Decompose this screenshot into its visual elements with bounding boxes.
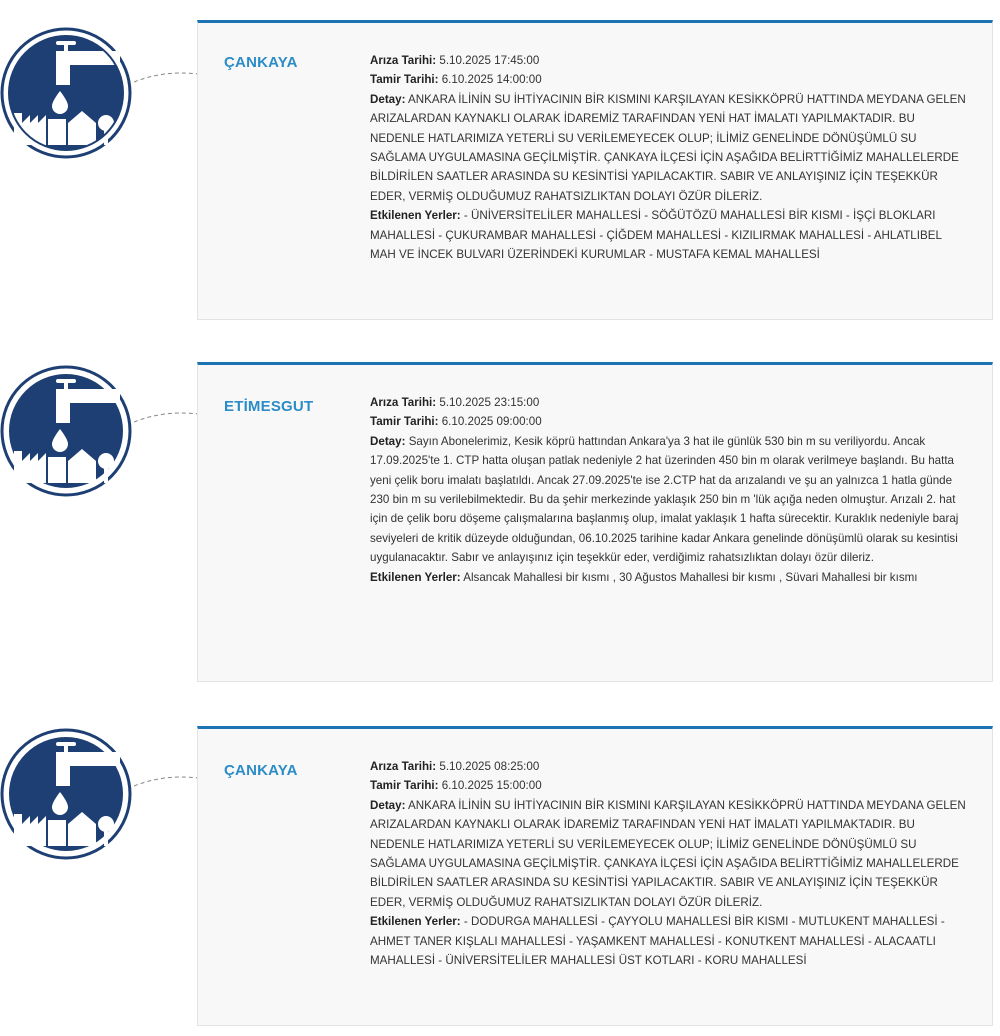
- detail-text: ANKARA İLİNİN SU İHTİYACININ BİR KISMINI KARŞILAYAN KESİKKÖPRÜ HATTINDA MEYDANA GELEN ARIZALARDAN KAYNAKLI OLARAK İDAREMİZ TARAFINDAN YENİ HAT İMALATI YAPILMAKTADIR. BU NEDENLE HATLARIMIZA YETERLİ SU VERİLEMEYECEK OLUP; İLİMİZ GENELİNDE DÖNÜŞÜMLÜ SU SAĞLAMA UYGULAMASINA GEÇİLMİŞTİR. ÇANKAYA İLÇESİ İÇİN AŞAĞIDA BELİRTTİĞİMİZ MAHALLELERDE BİLDİRİLEN SAATLER ARASINDA SU KESİNTİSİ YAPILACAKTIR. SABIR VE ANLAYIŞINIZ İÇİN TEŞEKKÜR EDER, VERMİŞ OLDUĞUMUZ RAHATSIZLIKTAN DOLAYI ÖZÜR DİLERİZ.: [370, 798, 966, 909]
- outage-card: [197, 726, 993, 1026]
- affected-label: Etkilenen Yerler:: [370, 209, 461, 223]
- repair-date-label: Tamir Tarihi:: [370, 779, 439, 793]
- outage-details: [370, 393, 970, 587]
- connector-line: [134, 774, 198, 794]
- water-tap-city-icon: [0, 27, 132, 159]
- outage-card: [197, 20, 993, 320]
- fault-date-label: Arıza Tarihi:: [370, 54, 437, 67]
- fault-date-label: Arıza Tarihi:: [370, 396, 437, 409]
- outage-card: [197, 362, 993, 682]
- district-name: ETİMESGUT: [224, 398, 314, 415]
- fault-date-value: 5.10.2025 17:45:00: [439, 54, 540, 67]
- repair-date-label: Tamir Tarihi:: [370, 415, 439, 429]
- fault-date-label: Arıza Tarihi:: [370, 760, 437, 773]
- affected-label: Etkilenen Yerler:: [370, 570, 461, 584]
- repair-date-value: 6.10.2025 09:00:00: [441, 415, 542, 429]
- outage-details: [370, 51, 970, 264]
- connector-line: [134, 70, 198, 90]
- detail-text: ANKARA İLİNİN SU İHTİYACININ BİR KISMINI KARŞILAYAN KESİKKÖPRÜ HATTINDA MEYDANA GELEN ARIZALARDAN KAYNAKLI OLARAK İDAREMİZ TARAFINDAN YENİ HAT İMALATI YAPILMAKTADIR. BU NEDENLE HATLARIMIZA YETERLİ SU VERİLEMEYECEK OLUP; İLİMİZ GENELİNDE DÖNÜŞÜMLÜ SU SAĞLAMA UYGULAMASINA GEÇİLMİŞTİR. ÇANKAYA İLÇESİ İÇİN AŞAĞIDA BELİRTTİĞİMİZ MAHALLELERDE BİLDİRİLEN SAATLER ARASINDA SU KESİNTİSİ YAPILACAKTIR. SABIR VE ANLAYIŞINIZ İÇİN TEŞEKKÜR EDER, VERMİŞ OLDUĞUMUZ RAHATSIZLIKTAN DOLAYI ÖZÜR DİLERİZ.: [370, 92, 966, 203]
- detail-label: Detay:: [370, 798, 406, 812]
- repair-date-value: 6.10.2025 14:00:00: [441, 73, 542, 87]
- affected-places: - DODURGA MAHALLESİ - ÇAYYOLU MAHALLESİ BİR KISMI - MUTLUKENT MAHALLESİ - AHMET TANER KIŞLALI MAHALLESİ - YAŞAMKENT MAHALLESİ - KONUTKENT MAHALLESİ - ALACAATLI MAHALLESİ - ÜNİVERSİTELİLER MAHALLESİ ÜST KOTLARI - KORU MAHALLESİ: [370, 915, 945, 968]
- detail-label: Detay:: [370, 92, 406, 106]
- district-name: ÇANKAYA: [224, 762, 298, 779]
- water-tap-city-icon: [0, 365, 132, 497]
- detail-text: Sayın Abonelerimiz, Kesik köprü hattından Ankara'ya 3 hat ile günlük 530 bin m su veriliyordu. Ancak 17.09.2025'te 1. CTP hatta oluşan patlak nedeniyle 2 hat üzerinden 450 bin m olarak verilmeye başlandı. Bu hatta yeni çelik boru imalatı başlatıldı. Ancak 27.09.2025'te ise 2.CTP hat da arızalandı ve şu an yalnızca 1 hatla günde 230 bin m su verilebilmektedir. Bu da şehir merkezinde yaklaşık 250 bin m 'lük açığa neden olmuştur. Arızalı 2. hat için de çelik boru döşeme çalışmalarına başlanmış olup, imalat yaklaşık 1 hafta sürecektir. Kuraklık nedeniyle baraj seviyeleri de kritik düzeyde olduğundan, 06.10.2025 tarihine kadar Ankara genelinde dönüşümlü olarak su kesintisi uygulanacaktır. Sabır ve anlayışınız için teşekkür eder, verdiğimiz rahatsızlıktan dolayı özür dileriz.: [370, 434, 959, 565]
- affected-places: - ÜNİVERSİTELİLER MAHALLESİ - SÖĞÜTÖZÜ MAHALLESİ BİR KISMI - İŞÇİ BLOKLARI MAHALLESİ - ÇUKURAMBAR MAHALLESİ - ÇİĞDEM MAHALLESİ - KIZILIRMAK MAHALLESİ - AHLATLIBEL MAH VE İNCEK BULVARI ÜZERİNDEKİ KURUMLAR - MUSTAFA KEMAL MAHALLESİ: [370, 209, 942, 262]
- fault-date-value: 5.10.2025 08:25:00: [439, 760, 540, 773]
- water-tap-city-icon: [0, 728, 132, 860]
- repair-date-value: 6.10.2025 15:00:00: [441, 779, 542, 793]
- fault-date-value: 5.10.2025 23:15:00: [439, 396, 540, 409]
- affected-label: Etkilenen Yerler:: [370, 915, 461, 929]
- repair-date-label: Tamir Tarihi:: [370, 73, 439, 87]
- affected-places: Alsancak Mahallesi bir kısmı , 30 Ağustos Mahallesi bir kısmı , Süvari Mahallesi bir kısmı: [463, 570, 918, 584]
- detail-label: Detay:: [370, 434, 406, 448]
- connector-line: [134, 410, 198, 430]
- outage-details: [370, 757, 970, 970]
- district-name: ÇANKAYA: [224, 54, 298, 71]
